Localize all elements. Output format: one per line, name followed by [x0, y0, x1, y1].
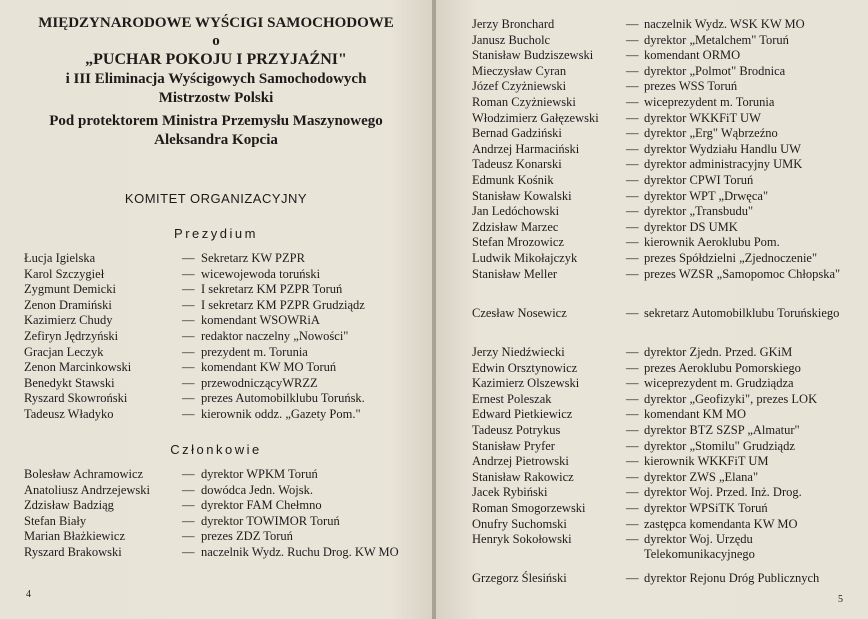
page-number-left: 4 — [26, 589, 31, 600]
dash-separator: — — [626, 470, 639, 484]
member-role: komendant ORMO — [644, 48, 741, 62]
dash-separator: — — [182, 498, 195, 512]
dash-separator: — — [626, 571, 639, 585]
dash-separator: — — [626, 485, 639, 499]
member-name: Benedykt Stawski — [24, 376, 115, 390]
member-name: Stanisław Kowalski — [472, 189, 572, 203]
dash-separator: — — [182, 329, 195, 343]
dash-separator: — — [626, 361, 639, 375]
dash-separator: — — [182, 514, 195, 528]
member-role: prezes Aeroklubu Pomorskiego — [644, 361, 801, 375]
dash-separator: — — [182, 282, 195, 296]
dash-separator: — — [182, 251, 195, 265]
member-role: dyrektor TOWIMOR Toruń — [201, 514, 340, 528]
member-role: dyrektor WKKFiT UW — [644, 111, 761, 125]
member-role: dyrektor WPKM Toruń — [201, 467, 318, 481]
member-role: I sekretarz KM PZPR Toruń — [201, 282, 343, 296]
event-title-connector: o — [212, 33, 220, 49]
dash-separator: — — [626, 33, 639, 47]
member-name: Zenon Dramiński — [24, 298, 112, 312]
member-name: Łucja Igielska — [24, 251, 96, 265]
dash-separator: — — [182, 407, 195, 421]
dash-separator: — — [626, 423, 639, 437]
member-name: Jan Ledóchowski — [472, 204, 560, 218]
member-name: Mieczysław Cyran — [472, 64, 567, 78]
member-name: Jerzy Bronchard — [472, 17, 555, 31]
member-name: Andrzej Harmaciński — [472, 142, 580, 156]
dash-separator: — — [182, 467, 195, 481]
member-role: dyrektor „Metalchem" Toruń — [644, 33, 789, 47]
patron-name: Aleksandra Kopcia — [154, 132, 278, 148]
dash-separator: — — [626, 251, 639, 265]
member-name: Gracjan Leczyk — [24, 345, 104, 359]
member-role: dyrektor ZWS „Elana" — [644, 470, 759, 484]
members-title: Członkowie — [170, 442, 262, 457]
member-role: prezes ZDZ Toruń — [201, 529, 293, 543]
member-name: Kazimierz Chudy — [24, 313, 113, 327]
championship-title: Mistrzostw Polski — [158, 90, 274, 106]
member-name: Roman Czyżniewski — [472, 95, 576, 109]
member-name: Zdzisław Marzec — [472, 220, 559, 234]
member-role: dyrektor „Erg" Wąbrzeźno — [644, 126, 778, 140]
member-name: Tadeusz Władyko — [24, 407, 114, 421]
member-role: dyrektor Woj. Urzędu Telekomunikacyjnego — [644, 532, 755, 561]
dash-separator: — — [182, 313, 195, 327]
dash-separator: — — [626, 111, 639, 125]
member-name: Onufry Suchomski — [472, 517, 567, 531]
member-role: dyrektor Wydziału Handlu UW — [644, 142, 801, 156]
member-name: Ryszard Skowroński — [24, 391, 128, 405]
member-name: Czesław Nosewicz — [472, 306, 567, 320]
member-role: dyrektor FAM Chełmno — [201, 498, 322, 512]
member-role: kierownik oddz. „Gazety Pom." — [201, 407, 361, 421]
patronage-line: Pod protektorem Ministra Przemysłu Maszynowego — [49, 113, 383, 129]
dash-separator: — — [182, 267, 195, 281]
dash-separator: — — [626, 407, 639, 421]
member-role: prezes WZSR „Samopomoc Chłopska" — [644, 267, 841, 281]
member-role: naczelnik Wydz. Ruchu Drog. KW MO — [201, 545, 399, 559]
member-role: dyrektor WPSiTK Toruń — [644, 501, 768, 515]
member-name: Stanisław Budziszewski — [472, 48, 594, 62]
member-name: Kazimierz Olszewski — [472, 376, 580, 390]
member-name: Andrzej Pietrowski — [472, 454, 569, 468]
dash-separator: — — [626, 376, 639, 390]
dash-separator: — — [626, 532, 639, 546]
member-role: dyrektor DS UMK — [644, 220, 738, 234]
dash-separator: — — [626, 345, 639, 359]
member-name: Włodzimierz Gałęzewski — [472, 111, 599, 125]
member-name: Janusz Bucholc — [472, 33, 551, 47]
member-name: Stanisław Rakowicz — [472, 470, 574, 484]
dash-separator: — — [626, 220, 639, 234]
member-role: dyrektor Woj. Przed. Inż. Drog. — [644, 485, 802, 499]
member-name: Stanisław Pryfer — [472, 439, 555, 453]
member-role: dyrektor „Geofizyki", prezes LOK — [644, 392, 818, 406]
dash-separator: — — [626, 126, 639, 140]
dash-separator: — — [626, 517, 639, 531]
dash-separator: — — [182, 529, 195, 543]
member-role: kierownik Aeroklubu Pom. — [644, 235, 780, 249]
dash-separator: — — [626, 48, 639, 62]
dash-separator: — — [182, 345, 195, 359]
member-name: Edmunk Kośnik — [472, 173, 554, 187]
member-role: dyrektor WPT „Drwęca" — [644, 189, 769, 203]
elimination-title: i III Eliminacja Wyścigowych Samochodowych — [65, 71, 367, 87]
member-role: zastępca komendanta KW MO — [644, 517, 798, 531]
member-name: Edwin Orsztynowicz — [472, 361, 578, 375]
member-name: Ludwik Mikołajczyk — [472, 251, 578, 265]
dash-separator: — — [626, 142, 639, 156]
member-role: Sekretarz KW PZPR — [201, 251, 305, 265]
member-role: dyrektor Rejonu Dróg Publicznych — [644, 571, 820, 585]
member-name: Karol Szczygieł — [24, 267, 105, 281]
member-role: prezydent m. Torunia — [201, 345, 308, 359]
member-role: dyrektor Zjedn. Przed. GKiM — [644, 345, 793, 359]
member-role: dyrektor BTZ SZSP „Almatur" — [644, 423, 800, 437]
member-name: Tadeusz Konarski — [472, 157, 562, 171]
member-role: przewodniczącyWRZZ — [201, 376, 318, 390]
dash-separator: — — [626, 454, 639, 468]
member-role: prezes Automobilklubu Toruńsk. — [201, 391, 365, 405]
dash-separator: — — [626, 501, 639, 515]
member-role: komendant KW MO Toruń — [201, 360, 337, 374]
member-name: Edward Pietkiewicz — [472, 407, 573, 421]
member-name: Tadeusz Potrykus — [472, 423, 561, 437]
member-role: prezes Spółdzielni „Zjednoczenie" — [644, 251, 818, 265]
member-role: komendant KM MO — [644, 407, 747, 421]
member-role: sekretarz Automobilklubu Toruńskiego — [644, 306, 840, 320]
committee-title: KOMITET ORGANIZACYJNY — [124, 191, 308, 206]
member-role: wicewojewoda toruński — [201, 267, 321, 281]
member-name: Józef Czyżniewski — [472, 79, 567, 93]
member-name: Bolesław Achramowicz — [24, 467, 144, 481]
dash-separator: — — [626, 306, 639, 320]
dash-separator: — — [626, 235, 639, 249]
member-name: Jerzy Niedźwiecki — [472, 345, 565, 359]
dash-separator: — — [182, 545, 195, 559]
member-role: komendant WSOWRiA — [201, 313, 320, 327]
member-name: Jacek Rybiński — [472, 485, 548, 499]
member-role: I sekretarz KM PZPR Grudziądz — [201, 298, 365, 312]
member-name: Roman Smogorzewski — [472, 501, 586, 515]
member-name: Grzegorz Ślesiński — [472, 571, 567, 585]
member-role: kierownik WKKFiT UM — [644, 454, 769, 468]
dash-separator: — — [626, 267, 639, 281]
member-name: Marian Błażkiewicz — [24, 529, 125, 543]
cup-title: „PUCHAR POKOJU I PRZYJAŹNI" — [85, 51, 347, 68]
member-role: dyrektor „Stomilu" Grudziądz — [644, 439, 795, 453]
member-name: Zdzisław Badziąg — [24, 498, 114, 512]
member-name: Zefiryn Jędrzyński — [24, 329, 119, 343]
dash-separator: — — [626, 439, 639, 453]
dash-separator: — — [626, 95, 639, 109]
presidium-title: Prezydium — [174, 226, 258, 241]
dash-separator: — — [626, 79, 639, 93]
dash-separator: — — [182, 360, 195, 374]
member-role: dyrektor CPWI Toruń — [644, 173, 754, 187]
member-role: wiceprezydent m. Torunia — [644, 95, 775, 109]
member-role: dowódca Jedn. Wojsk. — [201, 483, 313, 497]
member-role: dyrektor administracyjny UMK — [644, 157, 803, 171]
member-role: dyrektor „Transbudu" — [644, 204, 754, 218]
member-role: prezes WSS Toruń — [644, 79, 738, 93]
member-name: Ryszard Brakowski — [24, 545, 122, 559]
dash-separator: — — [182, 483, 195, 497]
member-name: Anatoliusz Andrzejewski — [24, 483, 151, 497]
page-number-right: 5 — [838, 594, 843, 605]
dash-separator: — — [182, 391, 195, 405]
member-role: redaktor naczelny „Nowości" — [201, 329, 349, 343]
member-name: Ernest Poleszak — [472, 392, 552, 406]
member-name: Zygmunt Demicki — [24, 282, 116, 296]
member-name: Stefan Biały — [24, 514, 87, 528]
member-name: Bernad Gadziński — [472, 126, 562, 140]
dash-separator: — — [626, 189, 639, 203]
dash-separator: — — [626, 157, 639, 171]
dash-separator: — — [626, 204, 639, 218]
member-role: naczelnik Wydz. WSK KW MO — [644, 17, 805, 31]
dash-separator: — — [182, 298, 195, 312]
dash-separator: — — [182, 376, 195, 390]
member-name: Henryk Sokołowski — [472, 532, 572, 546]
dash-separator: — — [626, 64, 639, 78]
member-name: Stanisław Meller — [472, 267, 558, 281]
member-role: dyrektor „Polmot" Brodnica — [644, 64, 786, 78]
member-name: Zenon Marcinkowski — [24, 360, 132, 374]
dash-separator: — — [626, 392, 639, 406]
dash-separator: — — [626, 17, 639, 31]
dash-separator: — — [626, 173, 639, 187]
member-role: wiceprezydent m. Grudziądza — [644, 376, 794, 390]
event-title: MIĘDZYNARODOWE WYŚCIGI SAMOCHODOWE — [38, 15, 394, 31]
member-name: Stefan Mrozowicz — [472, 235, 564, 249]
